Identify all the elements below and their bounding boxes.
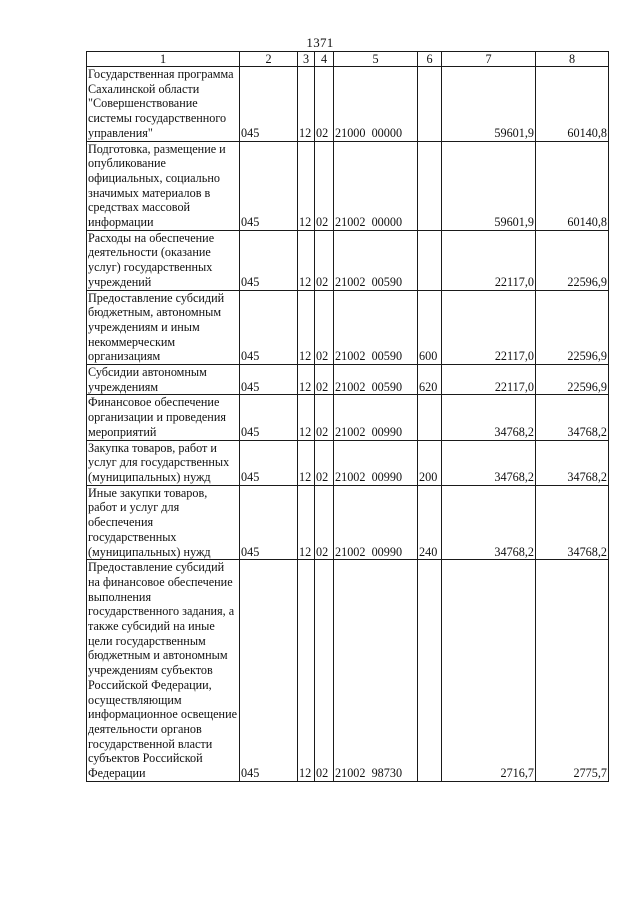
section-code-cell: 12 [298,365,315,395]
row-name-cell: Предоставление субсидий на финансовое обеспечение выполнения государственного задания, а также субсидий на иные цели государственным бюджетным и автономным учреждениям субъектов Российской Федерации, осуществляющим информационное освещение деятельности органов государственной власти субъектов Российской Федерации [87,560,240,782]
header-cell: 7 [442,52,536,67]
ministry-code-cell: 045 [240,67,298,142]
row-name-cell: Подготовка, размещение и опубликование официальных, социально значимых материалов в средствах массовой информации [87,141,240,230]
target-article-cell: 21002 00590 [334,365,418,395]
expense-type-cell [418,141,442,230]
target-article-cell: 21002 00990 [334,485,418,560]
row-name-cell: Закупка товаров, работ и услуг для государственных (муниципальных) нужд [87,440,240,485]
amount-year2-cell: 22596,9 [536,290,609,365]
amount-year1-cell: 22117,0 [442,290,536,365]
expense-type-cell [418,230,442,290]
table-row [87,560,609,782]
amount-year1-cell: 22117,0 [442,230,536,290]
ministry-code-cell: 045 [240,560,298,782]
target-article-cell: 21002 98730 [334,560,418,782]
subsection-code-cell: 02 [315,67,334,142]
amount-year1-cell: 34768,2 [442,440,536,485]
row-name-cell: Государственная программа Сахалинской области "Совершенствование системы государственного управления" [87,67,240,142]
target-article-cell: 21002 00590 [334,290,418,365]
header-cell: 8 [536,52,609,67]
table-row [87,485,609,560]
row-name-cell: Расходы на обеспечение деятельности (оказание услуг) государственных учреждений [87,230,240,290]
header-row [87,52,609,67]
amount-year2-cell: 22596,9 [536,230,609,290]
table-row [87,395,609,440]
amount-year1-cell: 22117,0 [442,365,536,395]
amount-year2-cell: 60140,8 [536,141,609,230]
header-cell: 1 [87,52,240,67]
section-code-cell: 12 [298,560,315,782]
subsection-code-cell: 02 [315,485,334,560]
section-code-cell: 12 [298,290,315,365]
table-row [87,290,609,365]
table-row [87,67,609,142]
amount-year2-cell: 60140,8 [536,67,609,142]
subsection-code-cell: 02 [315,141,334,230]
row-name-cell: Финансовое обеспечение организации и проведения мероприятий [87,395,240,440]
ministry-code-cell: 045 [240,141,298,230]
target-article-cell: 21002 00590 [334,230,418,290]
amount-year2-cell: 22596,9 [536,365,609,395]
target-article-cell: 21002 00990 [334,395,418,440]
amount-year1-cell: 59601,9 [442,141,536,230]
table-row [87,440,609,485]
section-code-cell: 12 [298,395,315,440]
row-name-cell: Предоставление субсидий бюджетным, автономным учреждениям и иным некоммерческим организациям [87,290,240,365]
amount-year1-cell: 59601,9 [442,67,536,142]
header-cell: 4 [315,52,334,67]
amount-year1-cell: 2716,7 [442,560,536,782]
page-number: 1371 [306,35,334,50]
expense-type-cell [418,560,442,782]
ministry-code-cell: 045 [240,395,298,440]
expense-type-cell: 600 [418,290,442,365]
header-cell: 6 [418,52,442,67]
header-cell: 2 [240,52,298,67]
target-article-cell: 21002 00990 [334,440,418,485]
expense-type-cell: 240 [418,485,442,560]
target-article-cell: 21000 00000 [334,67,418,142]
row-name-cell: Субсидии автономным учреждениям [87,365,240,395]
header-cell: 3 [298,52,315,67]
table-row [87,230,609,290]
amount-year1-cell: 34768,2 [442,395,536,440]
section-code-cell: 12 [298,67,315,142]
amount-year2-cell: 2775,7 [536,560,609,782]
expense-type-cell [418,67,442,142]
ministry-code-cell: 045 [240,230,298,290]
ministry-code-cell: 045 [240,440,298,485]
amount-year1-cell: 34768,2 [442,485,536,560]
expense-type-cell [418,395,442,440]
target-article-cell: 21002 00000 [334,141,418,230]
amount-year2-cell: 34768,2 [536,440,609,485]
expense-type-cell: 620 [418,365,442,395]
section-code-cell: 12 [298,440,315,485]
subsection-code-cell: 02 [315,230,334,290]
table-row [87,365,609,395]
amount-year2-cell: 34768,2 [536,395,609,440]
section-code-cell: 12 [298,485,315,560]
subsection-code-cell: 02 [315,395,334,440]
expense-type-cell: 200 [418,440,442,485]
subsection-code-cell: 02 [315,365,334,395]
section-code-cell: 12 [298,230,315,290]
ministry-code-cell: 045 [240,290,298,365]
ministry-code-cell: 045 [240,485,298,560]
header-cell: 5 [334,52,418,67]
amount-year2-cell: 34768,2 [536,485,609,560]
table-row [87,141,609,230]
budget-table [86,51,609,782]
section-code-cell: 12 [298,141,315,230]
row-name-cell: Иные закупки товаров, работ и услуг для обеспечения государственных (муниципальных) нужд [87,485,240,560]
subsection-code-cell: 02 [315,290,334,365]
subsection-code-cell: 02 [315,440,334,485]
subsection-code-cell: 02 [315,560,334,782]
ministry-code-cell: 045 [240,365,298,395]
